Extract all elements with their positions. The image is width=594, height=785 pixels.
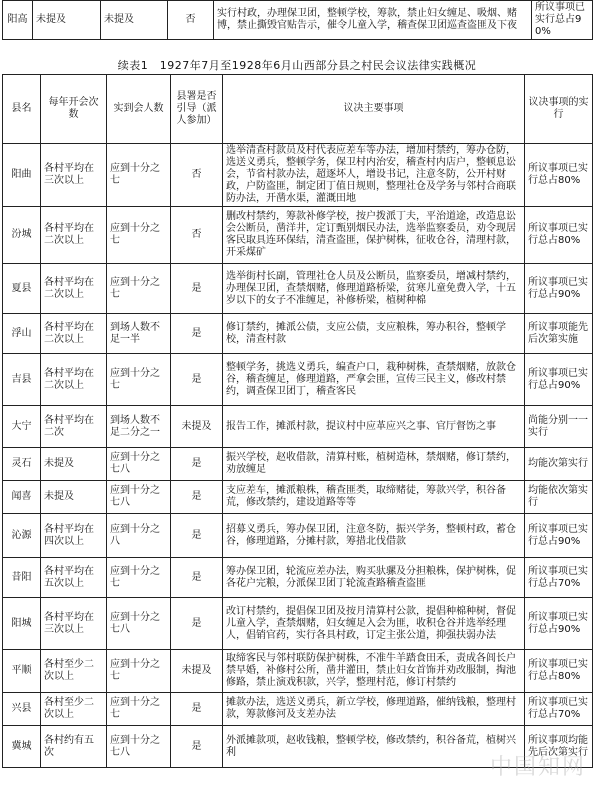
matters-cell: 摊款办法，选送义勇兵，新立学校，修理道路，催纳钱粮，整理村款，筹款修河及支差办法 <box>223 693 525 726</box>
table-row <box>3 558 593 598</box>
table-row <box>3 650 593 693</box>
implementation-cell: 所议事项均能先后次第实行 <box>525 726 593 768</box>
county-cell: 阳曲 <box>3 144 41 207</box>
matters-cell: 删改村禁约，筹款补修学校，按户拨派丁夫，平治道途，改造息讼会公断员，凿洋井，定订甄别烟民办法，选举监察委员，劝令现居客民取具连环保结，清查盗匪，保护树株，征收仓谷，清理村款，开采煤矿 <box>223 207 525 264</box>
meetings-cell: 各村平均在二次以上 <box>41 264 107 314</box>
table-row <box>3 207 593 264</box>
matters-cell: 取缔客民与邻村联防保护树株，不准牛羊踏食田禾，责成各闾长户禁早婚，补修村公所，凿井灌田，禁止妇女首饰并劝改服制，掏池修路，禁止演戏积款，兴学，整理村范，修订村禁约 <box>223 650 525 693</box>
attendance-cell: 应到十分之七八 <box>107 481 171 514</box>
matters-cell: 实行村政，办理保卫团，整顿学校，筹款，禁止妇女缠足、吸烟、赌博，禁止撕毁官贴告示，催令儿童入学，稽查保卫团巡查盗匪及下夜 <box>214 1 532 40</box>
meetings-cell: 各村平均在四次以上 <box>41 514 107 558</box>
guided-cell: 是 <box>171 514 223 558</box>
table-row <box>3 448 593 481</box>
county-cell: 闻喜 <box>3 481 41 514</box>
meetings-cell: 未提及 <box>33 1 101 40</box>
implementation-cell: 均能次第实行 <box>525 448 593 481</box>
matters-cell: 报告工作，摊派村款，提议村中应革应兴之事、官厅督饬之事 <box>223 406 525 448</box>
implementation-cell: 所议事项已实行总占90% <box>525 598 593 650</box>
meetings-cell: 未提及 <box>41 448 107 481</box>
county-cell: 灵石 <box>3 448 41 481</box>
matters-cell: 整顿学务，挑选义勇兵，编查户口，栽种树株，查禁烟赌，放款仓谷，稽查缠足，修理道路，严拿会匪，宣传三民主义，修改村禁约，调查保卫团丁，稽查客民 <box>223 354 525 406</box>
guided-cell: 是 <box>171 354 223 406</box>
implementation-cell: 所议事项已实行总占90% <box>525 354 593 406</box>
header-guided: 县署是否引导（派人参加） <box>171 75 223 144</box>
matters-cell: 选举街村长副，管理社仓人员及公断员，监察委员，增减村禁约，办理保卫团，查禁烟赌，修理道路桥梁，贫寒儿童免费入学，十五岁以下的女子不准缠足，补修桥梁，植树种棉 <box>223 264 525 314</box>
meetings-cell: 各村平均在二次以上 <box>41 314 107 354</box>
watermark: 中国知网 <box>489 755 586 780</box>
meetings-cell: 各村平均在二次以上 <box>41 354 107 406</box>
guided-cell: 否 <box>171 144 223 207</box>
table-row <box>3 726 593 768</box>
implementation-cell: 所议事项已实行总占90% <box>525 514 593 558</box>
county-cell: 平顺 <box>3 650 41 693</box>
table-row <box>3 481 593 514</box>
matters-cell: 支应差车，摊派粮株，稽查匪类，取缔赌徒，筹款兴学，积谷备荒，修改禁约，建设道路等等 <box>223 481 525 514</box>
header-attendance: 实到会人数 <box>107 75 171 144</box>
county-cell: 大宁 <box>3 406 41 448</box>
guided-cell: 未提及 <box>171 650 223 693</box>
county-cell: 兴县 <box>3 693 41 726</box>
table-row <box>3 1 593 40</box>
county-cell: 阳城 <box>3 598 41 650</box>
meetings-cell: 各村至少二次以上 <box>41 693 107 726</box>
implementation-cell: 所议事项已实行总占80% <box>525 650 593 693</box>
implementation-cell: 所议事项已实行总占70% <box>525 558 593 598</box>
table-continuation-row <box>2 0 593 40</box>
meetings-cell: 未提及 <box>41 481 107 514</box>
attendance-cell: 应到十分之七 <box>107 144 171 207</box>
table-row <box>3 514 593 558</box>
county-cell: 浮山 <box>3 314 41 354</box>
attendance-cell: 应到十分之八 <box>107 514 171 558</box>
header-implementation: 议决事项的实行 <box>525 75 593 144</box>
attendance-cell: 应到十分之七 <box>107 354 171 406</box>
header-matters: 议决主要事项 <box>223 75 525 144</box>
attendance-cell: 应到十分之七八 <box>107 598 171 650</box>
matters-cell: 修订禁约，摊派公债，支应公债，支应粮株，筹办积谷，整顿学校，清查村款 <box>223 314 525 354</box>
matters-cell: 选举清查村款员及村代表应差车等办法，增加村禁约，筹办仓防，选送义勇兵，整顿学务，保卫村内治安，稽查村内店户，整顿息讼会，节省村款办法，超逐坏人，增设书记，注意冬防，公开村财政，户防盗匪，制定团丁值日规则，整理社仓及学务与邻村合商联防办法，开凿水渠，灌溉田地 <box>223 144 525 207</box>
meetings-cell: 各村约有五次 <box>41 726 107 768</box>
attendance-cell: 到场人数不足一半 <box>107 314 171 354</box>
guided-cell: 是 <box>171 314 223 354</box>
table-row <box>3 598 593 650</box>
matters-cell: 改订村禁约，提倡保卫团及按月清算村公款，提倡种棉种树，督促儿童入学，查禁烟赌，妇女缠足入会为匪，收积仓谷并选举经理人，倡销官药，实行各具村政，订定主张公道，抑强扶弱办法 <box>223 598 525 650</box>
attendance-cell: 应到十分之七 <box>107 207 171 264</box>
implementation-cell: 所议事项能先后次第实施 <box>525 314 593 354</box>
meetings-cell: 各村平均在二次 <box>41 406 107 448</box>
guided-cell: 是 <box>171 481 223 514</box>
meetings-cell: 各村平均在五次以上 <box>41 558 107 598</box>
attendance-cell: 应到十分之七八 <box>107 726 171 768</box>
meetings-cell: 各村至少二次以上 <box>41 650 107 693</box>
county-cell: 冀城 <box>3 726 41 768</box>
attendance-cell: 到场人数不足二分之一 <box>107 406 171 448</box>
guided-cell: 未提及 <box>171 406 223 448</box>
matters-cell: 振兴学校，赵收借款，清算村账，植树造林，禁烟赌，修订禁约，劝放缠足 <box>223 448 525 481</box>
county-cell: 阳高 <box>3 1 33 40</box>
attendance-cell: 应到十分之七 <box>107 558 171 598</box>
table-row <box>3 354 593 406</box>
attendance-cell: 应到十分之七八 <box>107 448 171 481</box>
guided-cell: 是 <box>171 598 223 650</box>
attendance-cell: 应到十分之七 <box>107 264 171 314</box>
implementation-cell: 所议事项已实行总占70% <box>525 693 593 726</box>
attendance-cell: 未提及 <box>101 1 168 40</box>
table-row <box>3 406 593 448</box>
guided-cell: 是 <box>171 693 223 726</box>
table-header-row <box>3 75 593 144</box>
guided-cell: 否 <box>168 1 214 40</box>
matters-cell: 筹办保卫团，轮流应差办法，购买驮骡及分担粮株，保护树株，促各花户完粮，分派保卫团丁轮流查路稽查盗匪 <box>223 558 525 598</box>
table-row <box>3 144 593 207</box>
county-cell: 昔阳 <box>3 558 41 598</box>
implementation-cell: 所议事项已实行总占80% <box>525 144 593 207</box>
meetings-cell: 各村平均在二次以上 <box>41 207 107 264</box>
implementation-cell: 所议事项已实行总占90% <box>532 1 593 40</box>
header-meetings: 每年开会次数 <box>41 75 107 144</box>
implementation-cell: 均能依次第实行 <box>525 481 593 514</box>
county-cell: 汾城 <box>3 207 41 264</box>
village-assembly-table <box>2 74 593 768</box>
table-row <box>3 264 593 314</box>
meetings-cell: 各村平均在三次以上 <box>41 144 107 207</box>
table-row <box>3 314 593 354</box>
county-cell: 沁源 <box>3 514 41 558</box>
implementation-cell: 尚能分别一一实行 <box>525 406 593 448</box>
guided-cell: 是 <box>171 726 223 768</box>
matters-cell: 招募义勇兵，筹办保卫团，注意冬防，振兴学务，整顿村政，蓄仓谷，修理道路，分摊村款，筹措北伐借款 <box>223 514 525 558</box>
meetings-cell: 各村平均在三次以上 <box>41 598 107 650</box>
implementation-cell: 所议事项已实行总占80% <box>525 207 593 264</box>
guided-cell: 是 <box>171 448 223 481</box>
guided-cell: 否 <box>171 207 223 264</box>
header-county: 县名 <box>3 75 41 144</box>
county-cell: 夏县 <box>3 264 41 314</box>
matters-cell: 外派摊款项，赵收钱粮，整顿学校，修改禁约，积谷备荒，植树兴利 <box>223 726 525 768</box>
implementation-cell: 所议事项已实行总占90% <box>525 264 593 314</box>
attendance-cell: 应到十分之七 <box>107 693 171 726</box>
guided-cell: 是 <box>171 558 223 598</box>
county-cell: 吉县 <box>3 354 41 406</box>
guided-cell: 是 <box>171 264 223 314</box>
attendance-cell: 应到十分之七 <box>107 650 171 693</box>
table-row <box>3 693 593 726</box>
table-body <box>3 144 593 768</box>
table-caption: 续表1 1927年7月至1928年6月山西部分县之村民会议法律实践概况 <box>117 59 477 72</box>
